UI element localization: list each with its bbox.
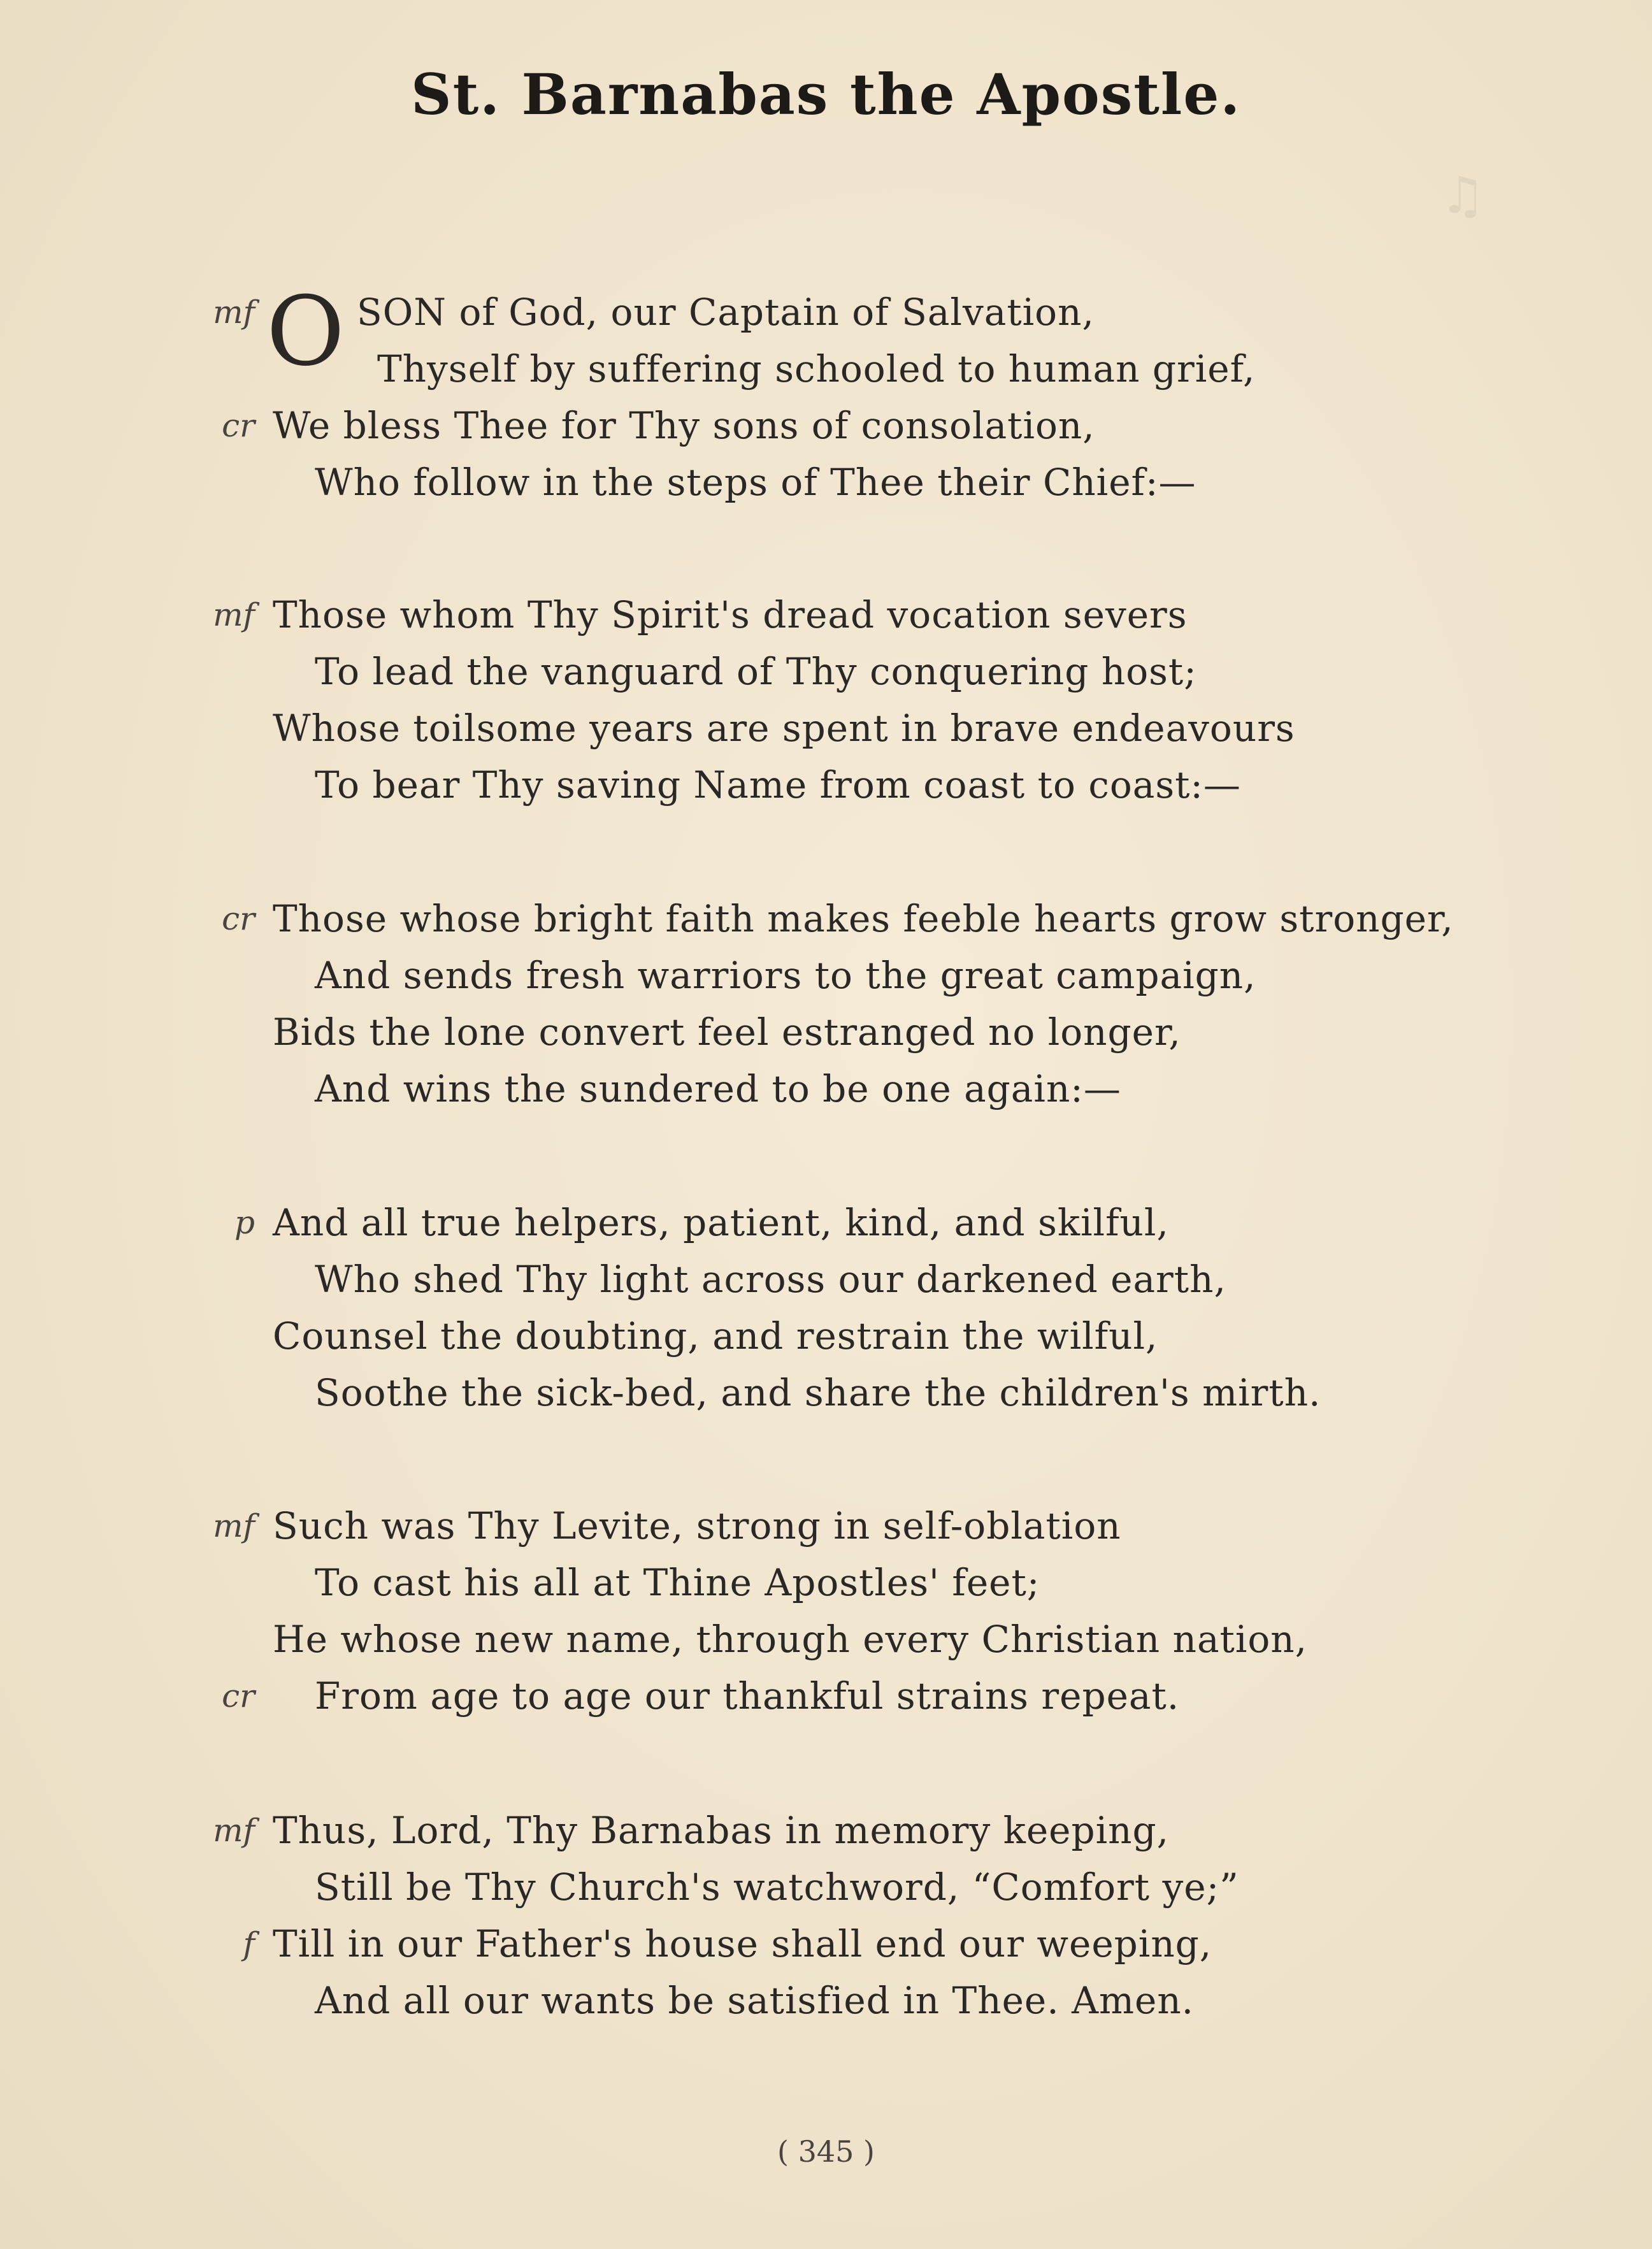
drop-cap: O	[266, 277, 345, 387]
dynamic-mark: f	[243, 1925, 255, 1962]
verse-line: And all true helpers, patient, kind, and skilful,	[273, 1201, 1169, 1244]
verse-line: Those whose bright faith makes feeble hearts grow stronger,	[273, 897, 1454, 940]
verse-line: Soothe the sick-bed, and share the children's mirth.	[315, 1371, 1321, 1414]
dynamic-mark: mf	[213, 1812, 255, 1849]
verse-line: Who follow in the steps of Thee their Chief:—	[315, 461, 1196, 504]
dynamic-mark: cr	[222, 407, 255, 444]
page-number: ( 345 )	[777, 2134, 875, 2169]
dynamic-mark: mf	[213, 294, 255, 331]
verse-line: Counsel the doubting, and restrain the wilful,	[273, 1314, 1158, 1358]
verse-line: And sends fresh warriors to the great campaign,	[315, 954, 1256, 997]
verse-line: Such was Thy Levite, strong in self-oblation	[273, 1504, 1121, 1548]
verse-line: Still be Thy Church's watchword, “Comfort ye;”	[315, 1865, 1239, 1909]
verse-line: And all our wants be satisfied in Thee. Amen.	[315, 1979, 1195, 2022]
verse-line: Whose toilsome years are spent in brave endeavours	[273, 707, 1295, 750]
verse-line: Those whom Thy Spirit's dread vocation severs	[273, 593, 1188, 636]
verse-line: Thus, Lord, Thy Barnabas in memory keeping,	[273, 1809, 1170, 1852]
verse-line: From age to age our thankful strains repeat.	[315, 1674, 1180, 1718]
show-through-bleed: ♫	[1440, 166, 1486, 225]
page-title: St. Barnabas the Apostle.	[411, 61, 1241, 127]
verse-line: Who shed Thy light across our darkened earth,	[315, 1258, 1226, 1301]
verse-line: To bear Thy saving Name from coast to coast:—	[315, 763, 1241, 807]
verse-line: To cast his all at Thine Apostles' feet;	[315, 1561, 1040, 1604]
dynamic-mark: cr	[222, 900, 255, 937]
dynamic-mark: p	[234, 1204, 255, 1241]
verse-line: We bless Thee for Thy sons of consolation,	[273, 404, 1095, 447]
verse-line: He whose new name, through every Christian nation,	[273, 1618, 1308, 1661]
verse-line: And wins the sundered to be one again:—	[315, 1067, 1121, 1110]
verse-line: Till in our Father's house shall end our weeping,	[273, 1922, 1212, 1965]
verse-line: Thyself by suffering schooled to human grief,	[377, 347, 1256, 391]
dynamic-mark: mf	[213, 596, 255, 633]
verse-line: To lead the vanguard of Thy conquering host;	[315, 650, 1197, 693]
dynamic-mark: cr	[222, 1678, 255, 1714]
verse-line: Bids the lone convert feel estranged no longer,	[273, 1010, 1181, 1054]
dynamic-mark: mf	[213, 1507, 255, 1544]
verse-line: SON of God, our Captain of Salvation,	[357, 291, 1095, 334]
